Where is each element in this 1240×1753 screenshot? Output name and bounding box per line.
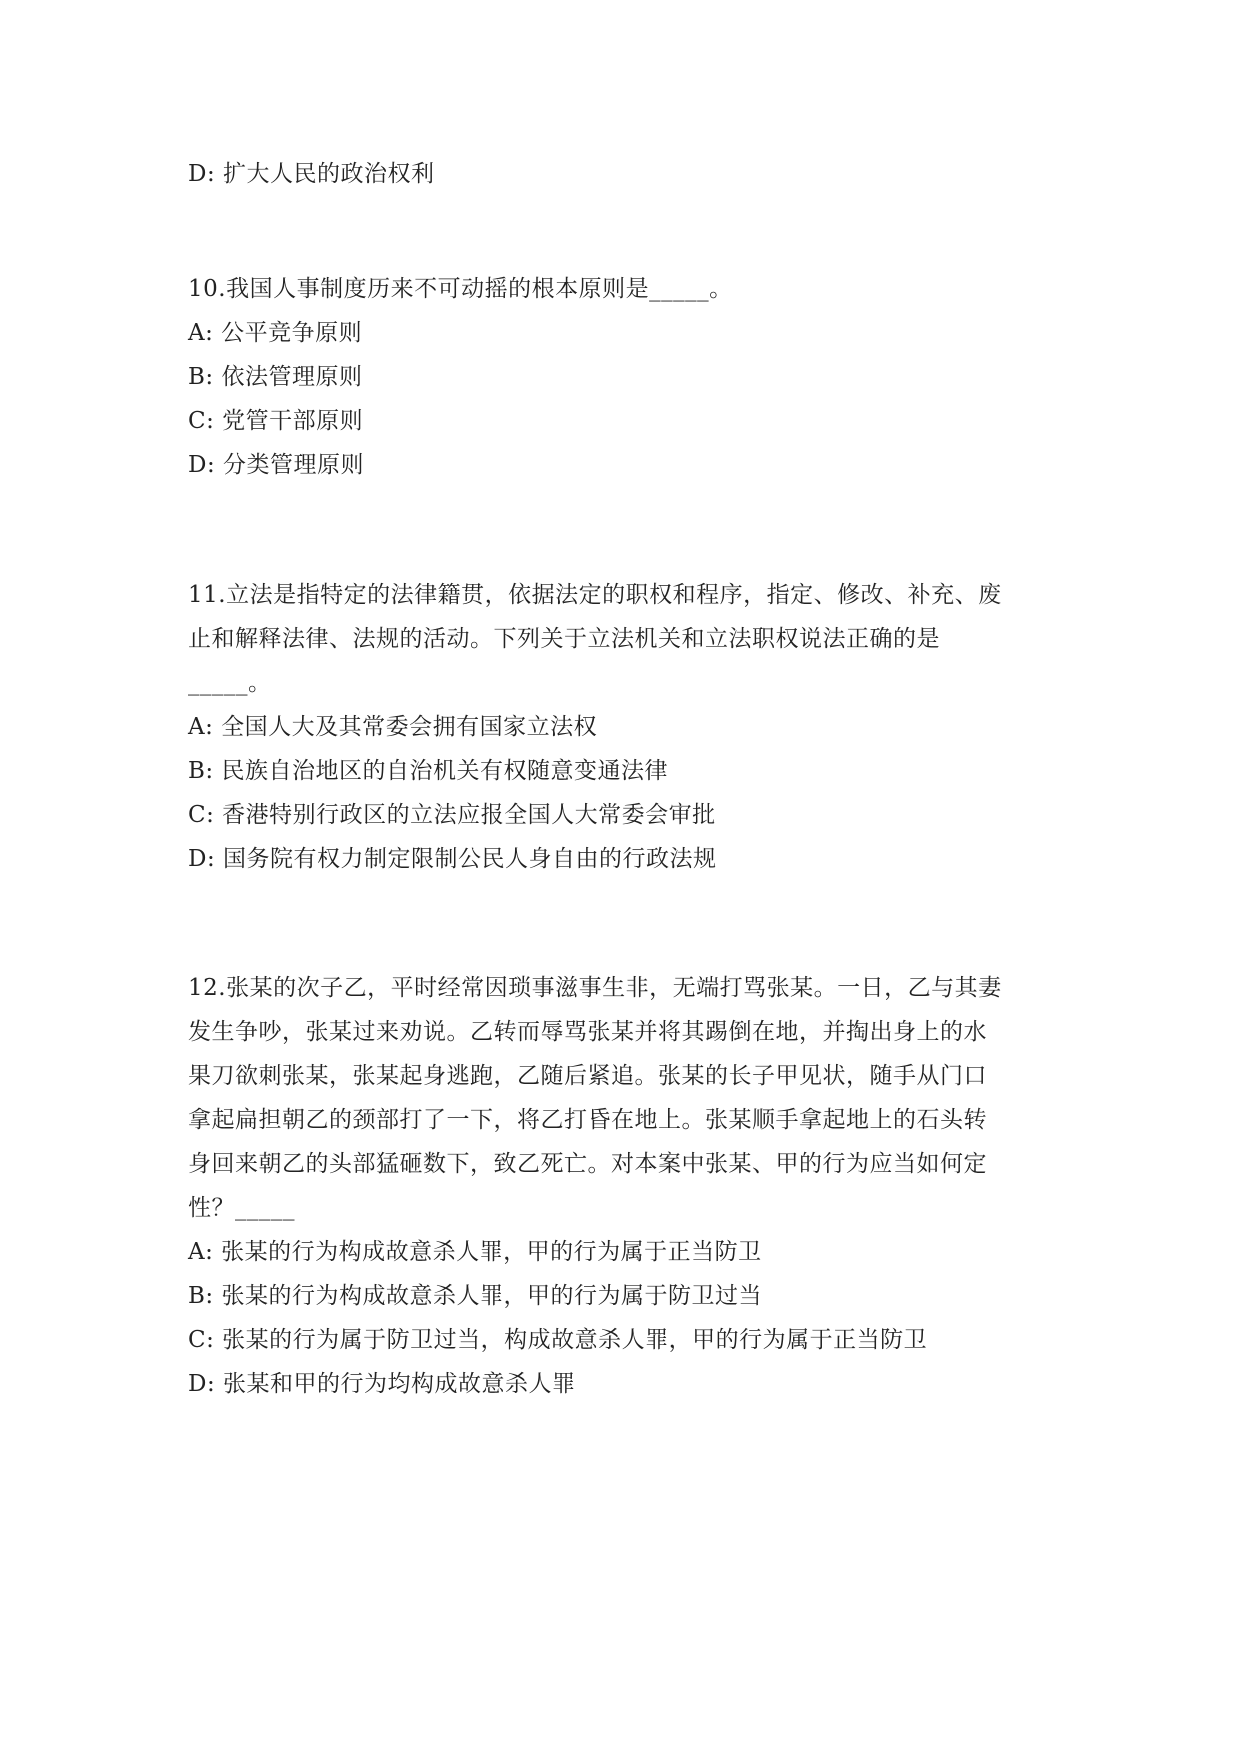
q12-stem-line-2: 发生争吵，张某过来劝说。乙转而辱骂张某并将其踢倒在地，并掏出身上的水 [188,1019,987,1045]
q12-stem-line-3: 果刀欲刺张某，张某起身逃跑，乙随后紧追。张某的长子甲见状，随手从门口 [188,1063,987,1089]
q10-option-c: C: 党管干部原则 [188,408,364,434]
q11-stem-line-2: 止和解释法律、法规的活动。下列关于立法机关和立法职权说法正确的是 [188,626,940,652]
q12-option-c: C: 张某的行为属于防卫过当，构成故意杀人罪，甲的行为属于正当防卫 [188,1327,928,1353]
q10-option-b: B: 依法管理原则 [188,364,363,390]
q12-stem-line-4: 拿起扁担朝乙的颈部打了一下，将乙打昏在地上。张某顺手拿起地上的石头转 [188,1107,987,1133]
q12-option-b: B: 张某的行为构成故意杀人罪，甲的行为属于防卫过当 [188,1283,762,1309]
q11-option-d: D: 国务院有权力制定限制公民人身自由的行政法规 [188,846,717,872]
q12-option-d: D: 张某和甲的行为均构成故意杀人罪 [188,1371,576,1397]
q11-option-c: C: 香港特别行政区的立法应报全国人大常委会审批 [188,802,716,828]
q11-option-b: B: 民族自治地区的自治机关有权随意变通法律 [188,758,668,784]
q10-option-d: D: 分类管理原则 [188,452,365,478]
q12-option-a: A: 张某的行为构成故意杀人罪，甲的行为属于正当防卫 [188,1239,762,1265]
q12-stem-line-1: 12.张某的次子乙，平时经常因琐事滋事生非，无端打骂张某。一日，乙与其妻 [188,975,1002,1001]
q9-option-d: D: 扩大人民的政治权利 [188,161,435,187]
q10-stem: 10.我国人事制度历来不可动摇的根本原则是_____。 [188,276,733,302]
q11-stem-line-1: 11.立法是指特定的法律籍贯，依据法定的职权和程序，指定、修改、补充、废 [188,582,1002,608]
q11-option-a: A: 全国人大及其常委会拥有国家立法权 [188,714,598,740]
q12-stem-line-5: 身回来朝乙的头部猛砸数下，致乙死亡。对本案中张某、甲的行为应当如何定 [188,1151,987,1177]
q12-stem-line-6: 性？_____ [188,1195,295,1221]
q11-stem-line-3: _____。 [188,670,272,696]
q10-option-a: A: 公平竞争原则 [188,320,363,346]
